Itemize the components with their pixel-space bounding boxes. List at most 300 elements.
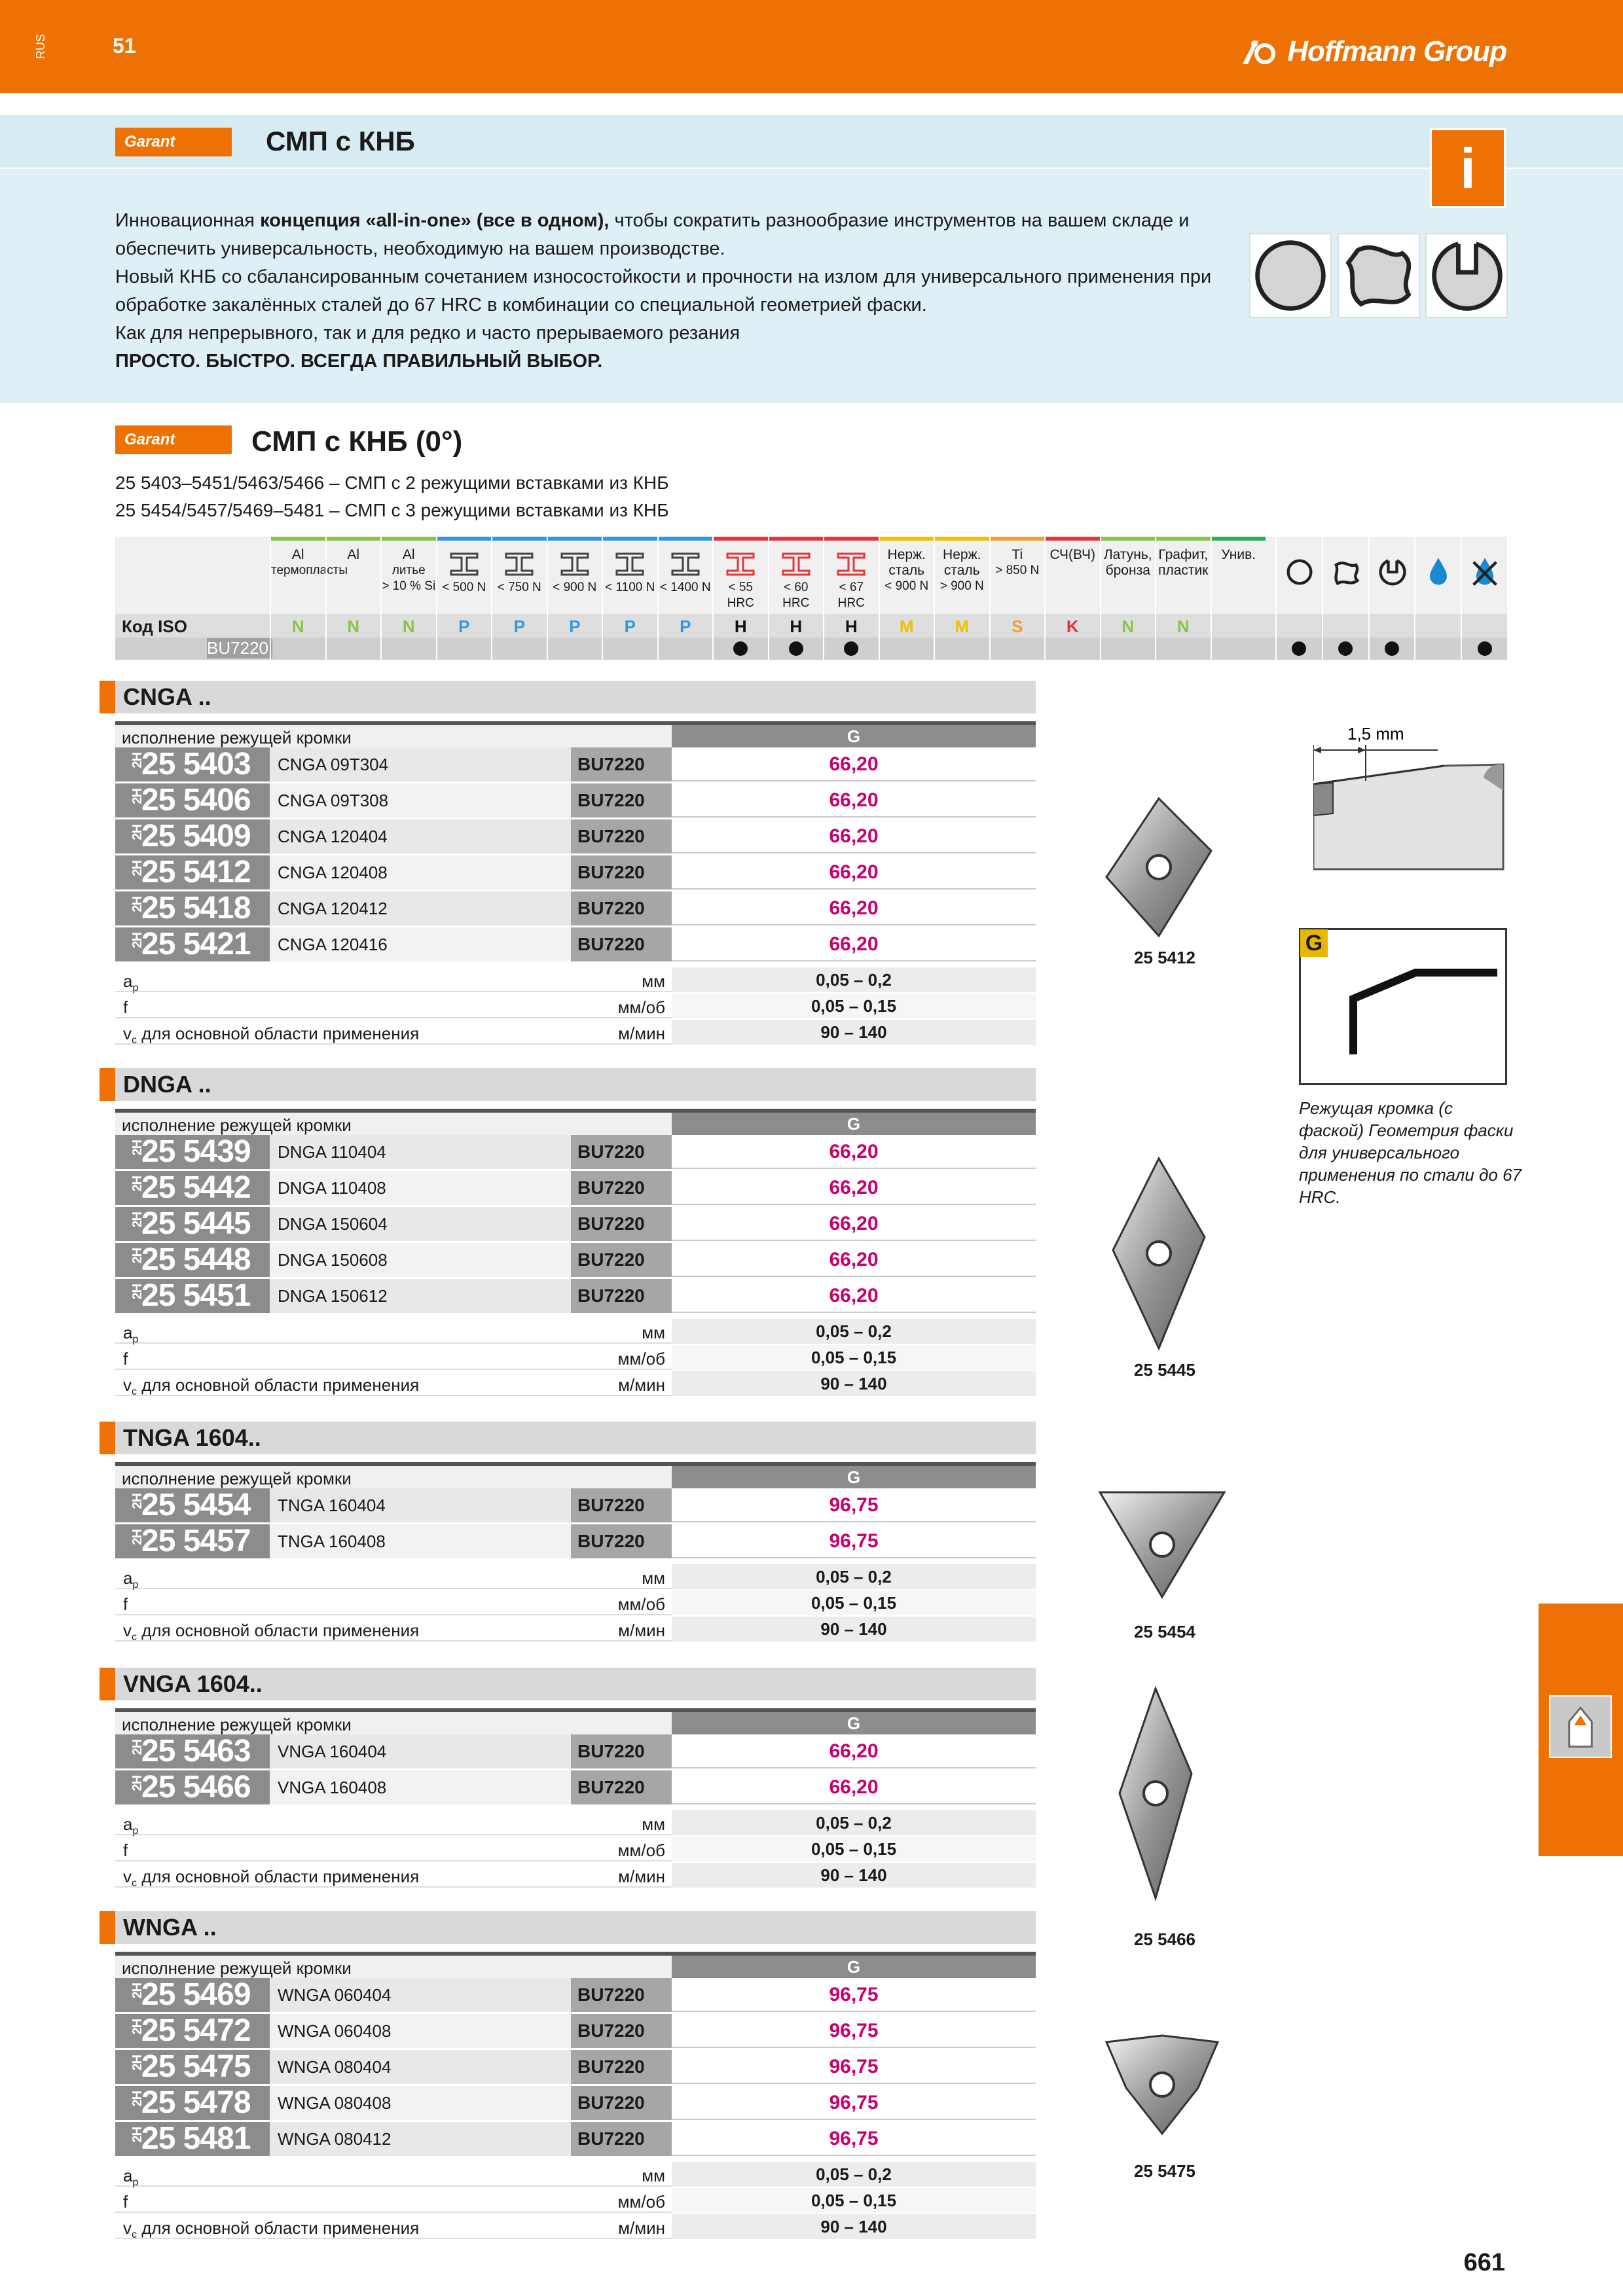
iso-group-letter: N <box>1176 617 1190 636</box>
heavy-interrupted-cut-icon <box>1425 233 1508 318</box>
order-number: 2H 25 5457 <box>115 1524 270 1558</box>
price: 96,75 <box>672 2122 1036 2156</box>
table-row[interactable] <box>115 2086 1036 2120</box>
material-column <box>380 537 436 660</box>
spec-label: $v_c$ для основной области применения <box>123 1867 420 1890</box>
price: 66,20 <box>672 927 1036 961</box>
table-row[interactable] <box>115 747 1036 781</box>
spec-row <box>115 967 1036 992</box>
intro-line: Как для непрерывного, так и для редко и часто прерываемого резания <box>115 323 740 344</box>
order-number: 2H 25 5421 <box>115 927 270 961</box>
turning-insert-icon <box>1549 1695 1612 1758</box>
order-prefix: 2H <box>130 1530 145 1545</box>
insert-image <box>1113 1682 1198 1908</box>
material-column <box>270 537 348 660</box>
order-prefix: 2H <box>130 1776 145 1791</box>
iso-designation: WNGA 080408 <box>270 2086 571 2120</box>
cutting-edge-header <box>115 1952 1036 1978</box>
spec-value: 0,05 – 0,15 <box>672 1590 1036 1615</box>
insert-image-caption: 25 5412 <box>1134 948 1195 967</box>
grade: BU7220 <box>571 1207 672 1241</box>
cutting-edge-header <box>115 1462 1036 1488</box>
intro-line: обработке закалённых сталей до 67 HRC в комбинации со специальной геометрией фаски. <box>115 295 927 315</box>
intro-line: обеспечить универсальность, необходимую на вашем производстве. <box>115 238 725 259</box>
order-prefix: 2H <box>130 2091 145 2107</box>
iso-designation: CNGA 09T304 <box>270 747 571 781</box>
grade: BU7220 <box>571 1978 672 2012</box>
edge-type-badge: G <box>1300 929 1328 957</box>
material-sublabel: < 900 N <box>553 581 597 594</box>
iso-group-letter: H <box>845 617 858 636</box>
iso-designation: VNGA 160404 <box>270 1734 571 1768</box>
material-label: Нерж. сталь <box>887 547 926 578</box>
price: 96,75 <box>672 1488 1036 1522</box>
order-number: 2H 25 5403 <box>115 747 270 781</box>
order-prefix: 2H <box>130 1140 145 1156</box>
spec-label: f <box>123 1594 128 1614</box>
spec-label: $v_c$ для основной области применения <box>123 2218 420 2241</box>
iso-designation: CNGA 120404 <box>270 819 571 853</box>
iso-designation: DNGA 110404 <box>270 1135 571 1169</box>
material-column <box>436 537 492 660</box>
material-label: Al <box>402 547 415 562</box>
cutting-edge-label: исполнение режущей кромки <box>122 728 352 747</box>
insert-image-caption: 25 5454 <box>1134 1622 1195 1641</box>
group-header <box>100 681 1036 713</box>
table-row[interactable] <box>115 891 1036 925</box>
order-prefix: 2H <box>130 861 145 876</box>
table-row[interactable] <box>115 855 1036 889</box>
spec-label: $a_p$ <box>123 2166 139 2189</box>
material-sublabel: < 1100 N <box>605 581 655 594</box>
material-sublabel: < 60 HRC <box>782 581 810 610</box>
cutting-edge-header <box>115 1708 1036 1734</box>
spec-label: $v_c$ для основной области применения <box>123 1621 420 1643</box>
material-column <box>491 537 547 660</box>
material-column <box>602 537 657 660</box>
intro-text <box>115 207 1228 376</box>
spec-unit: мм/об <box>617 1349 665 1369</box>
iso-group-letter: H <box>734 617 747 636</box>
iso-designation: CNGA 120416 <box>270 927 571 961</box>
material-column <box>989 537 1045 660</box>
steel-beam-icon <box>780 551 812 577</box>
spec-value: 0,05 – 0,2 <box>672 1810 1036 1835</box>
material-sublabel: литье > 10 % Si <box>382 564 436 593</box>
group-title: TNGA 1604.. <box>123 1424 261 1451</box>
spec-value: 90 – 140 <box>672 2214 1036 2239</box>
order-prefix: 2H <box>130 2127 145 2143</box>
cutting-edge-header <box>115 721 1036 747</box>
section-subtitle-1: 25 5403–5451/5463/5466 – СМП с 2 режущими вставками из КНБ <box>115 473 669 493</box>
spec-value: 0,05 – 0,2 <box>672 1319 1036 1344</box>
spec-row <box>115 1863 1036 1888</box>
suitability-dot <box>844 641 858 656</box>
cut-type-column <box>1414 537 1461 660</box>
group-header <box>100 1668 1036 1700</box>
iso-designation: VNGA 160408 <box>270 1770 571 1804</box>
order-prefix: 2H <box>130 1176 145 1192</box>
material-label: Латунь, бронза <box>1103 547 1152 578</box>
order-prefix: 2H <box>130 825 145 840</box>
table-row[interactable] <box>115 1770 1036 1804</box>
language-code: RUS <box>34 33 47 59</box>
insert-image <box>1106 1152 1211 1358</box>
spec-row <box>115 1564 1036 1589</box>
spec-value: 0,05 – 0,15 <box>672 1837 1036 1861</box>
spec-unit: мм/об <box>617 997 665 1017</box>
iso-designation: WNGA 080412 <box>270 2122 571 2156</box>
cut-type-column <box>1461 537 1507 660</box>
insert-image <box>1100 792 1218 946</box>
continuous-cut-icon <box>1249 233 1332 318</box>
price: 66,20 <box>672 1770 1036 1804</box>
group-title: VNGA 1604.. <box>123 1670 263 1697</box>
order-number: 2H 25 5463 <box>115 1734 270 1768</box>
material-label: Унив. <box>1221 547 1256 562</box>
iso-group-letter: N <box>347 617 360 636</box>
spec-value: 0,05 – 0,2 <box>672 967 1036 992</box>
spec-label: f <box>123 1840 128 1860</box>
edge-caption: Режущая кромка (с фаской) Геометрия фаски для универсального применения по стали до 67 HRC. <box>1299 1098 1522 1207</box>
spec-row <box>115 1020 1036 1045</box>
iso-designation: TNGA 160408 <box>270 1524 571 1558</box>
table-row[interactable] <box>115 1488 1036 1522</box>
suitability-dot <box>1478 641 1492 656</box>
suitability-dot <box>789 641 803 656</box>
spec-label: $a_p$ <box>123 1814 139 1837</box>
order-prefix: 2H <box>130 933 145 948</box>
table-row[interactable] <box>115 927 1036 961</box>
material-label: Нерж. сталь <box>943 547 981 578</box>
spec-value: 90 – 140 <box>672 1371 1036 1396</box>
spec-value: 0,05 – 0,15 <box>672 1345 1036 1370</box>
cutting-edge-label: исполнение режущей кромки <box>122 1715 352 1734</box>
cutting-edge-label: исполнение режущей кромки <box>122 1115 352 1135</box>
price: 66,20 <box>672 783 1036 817</box>
material-column <box>547 537 602 660</box>
price: 66,20 <box>672 891 1036 925</box>
spec-label: $a_p$ <box>123 1568 139 1591</box>
iso-group-letter: N <box>402 617 415 636</box>
spec-label: f <box>123 2192 128 2212</box>
material-column <box>768 537 824 660</box>
grade: BU7220 <box>571 1279 672 1313</box>
group-title: DNGA .. <box>123 1071 211 1098</box>
grade: BU7220 <box>571 1171 672 1205</box>
order-prefix: 2H <box>130 1284 145 1300</box>
edge-type-label: G <box>672 1712 1036 1734</box>
garant-badge-2: Garant <box>115 425 232 454</box>
table-row[interactable] <box>115 1279 1036 1313</box>
table-row[interactable] <box>115 819 1036 853</box>
spec-row <box>115 1837 1036 1861</box>
order-prefix: 2H <box>130 1248 145 1264</box>
table-row[interactable] <box>115 2050 1036 2084</box>
price: 96,75 <box>672 2014 1036 2048</box>
material-column <box>879 537 934 660</box>
grade: BU7220 <box>571 1524 672 1558</box>
material-column <box>934 537 989 660</box>
intro-line: Инновационная концепция «all-in-one» (все в одном), чтобы сократить разнообразие инструментов на вашем складе и <box>115 210 1190 231</box>
garant-badge: Garant <box>115 128 232 156</box>
price: 66,20 <box>672 855 1036 889</box>
order-number: 2H 25 5466 <box>115 1770 270 1804</box>
spec-unit: м/мин <box>618 1621 665 1640</box>
order-prefix: 2H <box>130 1740 145 1755</box>
material-sublabel: > 850 N <box>995 564 1040 577</box>
order-number: 2H 25 5472 <box>115 2014 270 2048</box>
order-number: 2H 25 5454 <box>115 1488 270 1522</box>
suitability-dot <box>1338 641 1353 656</box>
edge-type-label: G <box>672 725 1036 747</box>
spec-unit: мм <box>642 1568 665 1588</box>
price: 66,20 <box>672 819 1036 853</box>
hoffmann-logo-icon <box>1240 38 1281 65</box>
edge-geometry-box <box>1299 928 1507 1085</box>
grade: BU7220 <box>571 2086 672 2120</box>
spec-value: 90 – 140 <box>672 1020 1036 1045</box>
grade: BU7220 <box>571 1734 672 1768</box>
info-icon[interactable]: i <box>1430 128 1506 208</box>
group-title: CNGA .. <box>123 683 211 710</box>
table-row[interactable] <box>115 1243 1036 1277</box>
spec-unit: м/мин <box>618 2218 665 2238</box>
spec-value: 0,05 – 0,2 <box>672 2162 1036 2187</box>
table-row[interactable] <box>115 1524 1036 1558</box>
spec-label: $a_p$ <box>123 1323 139 1346</box>
spec-unit: м/мин <box>618 1024 665 1043</box>
order-number: 2H 25 5442 <box>115 1171 270 1205</box>
material-column <box>1155 537 1211 660</box>
price: 66,20 <box>672 747 1036 781</box>
grade: BU7220 <box>571 1243 672 1277</box>
price: 66,20 <box>672 1734 1036 1768</box>
spec-row <box>115 2162 1036 2187</box>
material-column <box>1044 537 1100 660</box>
spec-unit: м/мин <box>618 1375 665 1395</box>
insert-image <box>1100 2029 1224 2144</box>
intro-line: ПРОСТО. БЫСТРО. ВСЕГДА ПРАВИЛЬНЫЙ ВЫБОР. <box>115 351 603 372</box>
price: 96,75 <box>672 2086 1036 2120</box>
grade: BU7220 <box>571 819 672 853</box>
intro-title: СМП с КНБ <box>266 126 415 156</box>
spec-unit: мм/об <box>617 1840 665 1860</box>
section-subtitle-2: 25 5454/5457/5469–5481 – СМП с 3 режущими вставками из КНБ <box>115 500 669 520</box>
order-number: 2H 25 5448 <box>115 1243 270 1277</box>
order-number: 2H 25 5475 <box>115 2050 270 2084</box>
table-row[interactable] <box>115 1135 1036 1169</box>
page-number: 661 <box>1463 2249 1505 2276</box>
price: 96,75 <box>672 2050 1036 2084</box>
material-sublabel: > 900 N <box>939 579 984 593</box>
order-prefix: 2H <box>130 753 145 768</box>
iso-group-letter: M <box>899 617 914 636</box>
spec-value: 90 – 140 <box>672 1863 1036 1888</box>
material-column <box>1211 537 1266 660</box>
material-column <box>657 537 713 660</box>
continuous-cut-icon <box>1283 555 1317 589</box>
order-number: 2H 25 5451 <box>115 1279 270 1313</box>
section-title: СМП с КНБ (0°) <box>251 425 463 457</box>
iso-group-letter: P <box>513 617 525 636</box>
material-sublabel: < 1400 N <box>659 581 711 594</box>
price: 66,20 <box>672 1243 1036 1277</box>
iso-group-letter: M <box>955 617 970 636</box>
iso-group-letter: H <box>790 617 803 636</box>
grade: BU7220 <box>571 2050 672 2084</box>
insert-image-caption: 25 5466 <box>1134 1929 1195 1949</box>
group-header <box>100 1911 1036 1944</box>
iso-group-letter: K <box>1066 617 1079 636</box>
steel-beam-icon <box>670 551 701 577</box>
spec-unit: м/мин <box>618 1867 665 1886</box>
dimension-label: 1,5 mm <box>1347 724 1404 744</box>
coolant-icon <box>1421 555 1455 589</box>
dry-cut-icon <box>1468 555 1502 589</box>
spec-value: 0,05 – 0,2 <box>672 1564 1036 1589</box>
order-prefix: 2H <box>130 897 145 912</box>
price: 96,75 <box>672 1978 1036 2012</box>
table-row[interactable] <box>115 1978 1036 2012</box>
order-number: 2H 25 5481 <box>115 2122 270 2156</box>
iso-group-letter: P <box>458 617 470 636</box>
material-sublabel: < 900 N <box>884 579 929 593</box>
order-prefix: 2H <box>130 2055 145 2071</box>
spec-label: f <box>123 997 128 1017</box>
spec-label: f <box>123 1349 128 1369</box>
iso-designation: DNGA 150612 <box>270 1279 571 1313</box>
brand-name: Hoffmann Group <box>1287 35 1506 67</box>
intro-line: Новый КНБ со сбалансированным сочетанием износостойкости и прочности на излом для универсального применения при <box>115 266 1212 287</box>
grade: BU7220 <box>571 855 672 889</box>
iso-designation: WNGA 060408 <box>270 2014 571 2048</box>
material-column <box>325 537 381 660</box>
iso-designation: CNGA 120412 <box>270 891 571 925</box>
iso-code-label: Код ISO <box>122 617 187 636</box>
suitability-dot <box>733 641 748 656</box>
steel-beam-icon <box>448 551 480 577</box>
material-column <box>823 537 879 660</box>
spec-unit: мм <box>642 971 665 991</box>
grade: BU7220 <box>571 927 672 961</box>
spec-row <box>115 1345 1036 1370</box>
steel-beam-icon <box>835 551 867 577</box>
grade: BU7220 <box>571 1488 672 1522</box>
spec-unit: мм <box>642 1323 665 1342</box>
order-number: 2H 25 5409 <box>115 819 270 853</box>
steel-beam-icon <box>559 551 591 577</box>
iso-designation: DNGA 150608 <box>270 1243 571 1277</box>
material-sublabel: < 67 HRC <box>837 581 865 610</box>
spec-unit: мм/об <box>617 2192 665 2212</box>
iso-designation: DNGA 110408 <box>270 1171 571 1205</box>
iso-designation: CNGA 09T308 <box>270 783 571 817</box>
grade: BU7220 <box>571 1135 672 1169</box>
edge-type-label: G <box>672 1466 1036 1488</box>
spec-row <box>115 2188 1036 2213</box>
grade: BU7220 <box>571 783 672 817</box>
table-row[interactable] <box>115 2014 1036 2048</box>
spec-row <box>115 1810 1036 1835</box>
interrupted-cut-icon <box>1329 555 1363 589</box>
table-row[interactable] <box>115 1207 1036 1241</box>
iso-designation: WNGA 060404 <box>270 1978 571 2012</box>
spec-value: 0,05 – 0,15 <box>672 994 1036 1018</box>
insert-image <box>1093 1486 1231 1607</box>
steel-beam-icon <box>503 551 535 577</box>
iso-designation: TNGA 160404 <box>270 1488 571 1522</box>
cutting-edge-label: исполнение режущей кромки <box>122 1958 352 1978</box>
intro-title-band <box>0 115 1623 168</box>
spec-row <box>115 1590 1036 1615</box>
spec-row <box>115 1319 1036 1344</box>
order-prefix: 2H <box>130 1212 145 1228</box>
spec-label: $v_c$ для основной области применения <box>123 1024 420 1047</box>
iso-designation: CNGA 120408 <box>270 855 571 889</box>
page-number-top: 51 <box>113 34 136 58</box>
steel-beam-icon <box>614 551 646 577</box>
order-number: 2H 25 5469 <box>115 1978 270 2012</box>
spec-row <box>115 1371 1036 1396</box>
grade: BU7220 <box>571 747 672 781</box>
spec-unit: мм/об <box>617 1594 665 1614</box>
edge-type-label: G <box>672 1956 1036 1978</box>
spec-value: 90 – 140 <box>672 1617 1036 1641</box>
order-number: 2H 25 5478 <box>115 2086 270 2120</box>
suitability-dot <box>1385 641 1399 656</box>
price: 66,20 <box>672 1279 1036 1313</box>
material-label: Al <box>347 547 360 562</box>
material-label: Ti <box>1012 547 1023 562</box>
material-sublabel: < 750 N <box>497 581 541 594</box>
group-header <box>100 1422 1036 1454</box>
order-prefix: 2H <box>130 789 145 804</box>
cut-type-column <box>1275 537 1322 660</box>
edge-profile-drawing <box>1313 719 1510 882</box>
spec-unit: мм <box>642 2166 665 2185</box>
price: 96,75 <box>672 1524 1036 1558</box>
hoffmann-logo[interactable] <box>1240 35 1506 68</box>
table-row[interactable] <box>115 2122 1036 2156</box>
iso-group-letter: N <box>291 617 304 636</box>
table-row[interactable] <box>115 1734 1036 1768</box>
order-number: 2H 25 5412 <box>115 855 270 889</box>
edge-type-label: G <box>672 1113 1036 1135</box>
grade-label: BU7220 <box>207 638 272 658</box>
order-number: 2H 25 5406 <box>115 783 270 817</box>
steel-beam-icon <box>725 551 756 577</box>
material-label: СЧ(ВЧ) <box>1049 547 1095 562</box>
spec-row <box>115 994 1036 1018</box>
grade: BU7220 <box>571 2014 672 2048</box>
iso-group-letter: P <box>680 617 691 636</box>
heavy-interrupted-cut-icon <box>1376 555 1410 589</box>
order-prefix: 2H <box>130 1983 145 1999</box>
material-sublabel: < 500 N <box>442 581 486 594</box>
cutting-edge-label: исполнение режущей кромки <box>122 1469 352 1488</box>
iso-group-letter: P <box>624 617 636 636</box>
grade: BU7220 <box>571 891 672 925</box>
order-number: 2H 25 5439 <box>115 1135 270 1169</box>
table-row[interactable] <box>115 783 1036 817</box>
insert-image-caption: 25 5475 <box>1134 2161 1195 2181</box>
table-row[interactable] <box>115 1171 1036 1205</box>
material-column <box>1100 537 1156 660</box>
iso-group-letter: N <box>1122 617 1135 636</box>
suitability-dot <box>1292 641 1306 656</box>
material-sublabel: < 55 HRC <box>727 581 754 610</box>
